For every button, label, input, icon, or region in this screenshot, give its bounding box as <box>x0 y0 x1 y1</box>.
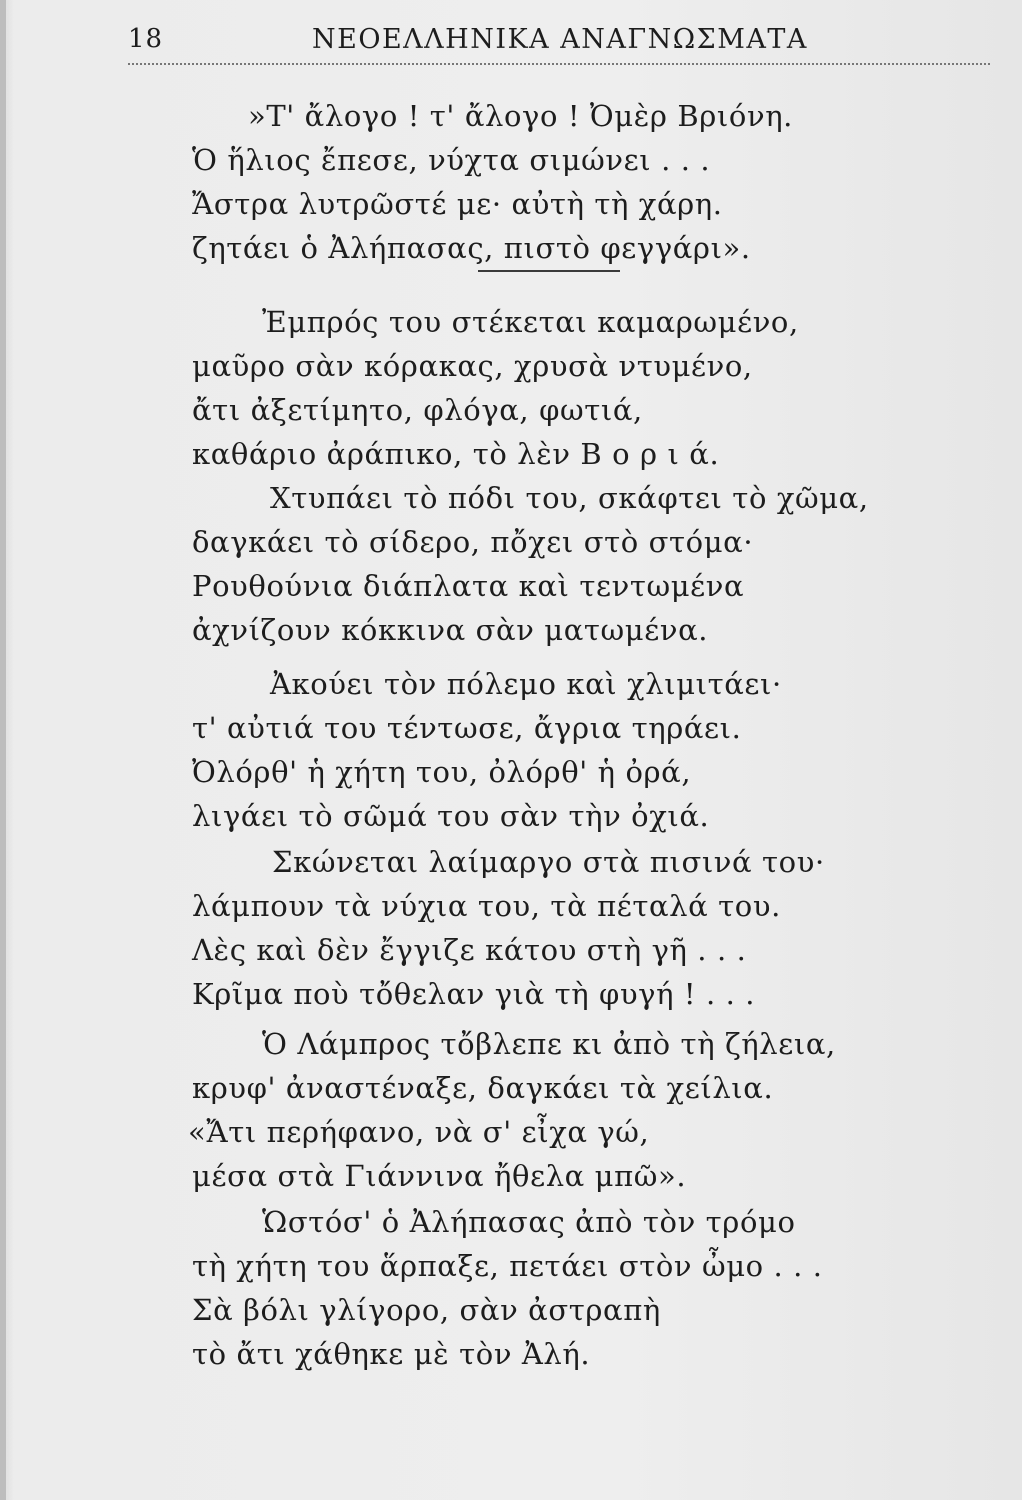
stanza-6 <box>0 1022 1022 1198</box>
poem-line: μέσα στὰ Γιάννινα ἤθελα μπῶ». <box>192 1159 687 1193</box>
poem-line: Ρουθούνια διάπλατα καὶ τεντωμένα <box>192 569 745 603</box>
poem-line: ζητάει ὁ Ἀλήπασας, πιστὸ φεγγάρι». <box>192 231 751 265</box>
poem-line: τὴ χήτη του ἅρπαξε, πετάει στὸν ὦμο . . . <box>192 1249 823 1283</box>
stanza-1 <box>0 94 1022 270</box>
poem-line: Ἄστρα λυτρῶστέ με· αὐτὴ τὴ χάρη. <box>192 187 723 221</box>
poem-line: κρυφ' ἀναστέναξε, δαγκάει τὰ χείλια. <box>192 1071 774 1105</box>
poem-line: Ὀλόρθ' ἡ χήτη του, ὀλόρθ' ἡ ὀρά, <box>192 755 692 789</box>
stanza-2 <box>0 300 1022 476</box>
header-divider <box>128 63 990 65</box>
poem-line: μαῦρο σὰν κόρακας, χρυσὰ ντυμένο, <box>192 349 753 383</box>
poem-line: Λὲς καὶ δὲν ἔγγιζε κάτου στὴ γῆ . . . <box>192 933 747 967</box>
running-head-title: ΝΕΟΕΛΛΗΝΙΚΑ ΑΝΑΓΝΩΣΜΑΤΑ <box>312 24 808 55</box>
stanza-4 <box>0 662 1022 838</box>
poem-line: Ἀκούει τὸν πόλεμο καὶ χλιμιτάει· <box>270 667 782 701</box>
poem-line: Σκώνεται λαίμαργο στὰ πισινά του· <box>272 845 825 879</box>
poem-line: τ' αὐτιά του τέντωσε, ἄγρια τηράει. <box>192 711 742 745</box>
stanza-5 <box>0 840 1022 1016</box>
poem-line: λιγάει τὸ σῶμά του σὰν τὴν ὀχιά. <box>192 799 710 833</box>
poem-line: Ὁ Λάμπρος τὄβλεπε κι ἀπὸ τὴ ζήλεια, <box>262 1027 836 1061</box>
stanza-3 <box>0 476 1022 652</box>
poem-line: Κρῖμα ποὺ τὄθελαν γιὰ τὴ φυγή ! . . . <box>192 977 756 1011</box>
poem-line: ἀχνίζουν κόκκινα σὰν ματωμένα. <box>192 613 709 647</box>
poem-line: Σὰ βόλι γλίγορο, σὰν ἀστραπὴ <box>192 1293 661 1327</box>
page-number: 18 <box>128 24 164 54</box>
poem-line: Χτυπάει τὸ πόδι του, σκάφτει τὸ χῶμα, <box>270 481 869 515</box>
poem-line: Ὁ ἥλιος ἔπεσε, νύχτα σιμώνει . . . <box>192 143 711 177</box>
poem-line: Ὡστόσ' ὁ Ἀλήπασας ἀπὸ τὸν τρόμο <box>262 1205 796 1239</box>
stanza-7 <box>0 1200 1022 1376</box>
poem-line: δαγκάει τὸ σίδερο, πὄχει στὸ στόμα· <box>192 525 754 559</box>
poem-line: »Τ' ἄλογο ! τ' ἄλογο ! Ὀμὲρ Βριόνη. <box>248 99 793 133</box>
poem-line: ἄτι ἀξετίμητο, φλόγα, φωτιά, <box>192 393 643 427</box>
section-separator-rule <box>478 270 620 272</box>
poem-line: καθάριο ἀράπικο, τὸ λὲν Β ο ρ ι ά. <box>192 437 720 471</box>
poem-line: λάμπουν τὰ νύχια του, τὰ πέταλά του. <box>192 889 781 923</box>
poem-line: Ἐμπρός του στέκεται καμαρωμένο, <box>262 305 799 339</box>
poem-line: «Ἄτι περήφανο, νὰ σ' εἶχα γώ, <box>188 1115 650 1149</box>
poem-line: τὸ ἄτι χάθηκε μὲ τὸν Ἀλή. <box>192 1337 591 1371</box>
